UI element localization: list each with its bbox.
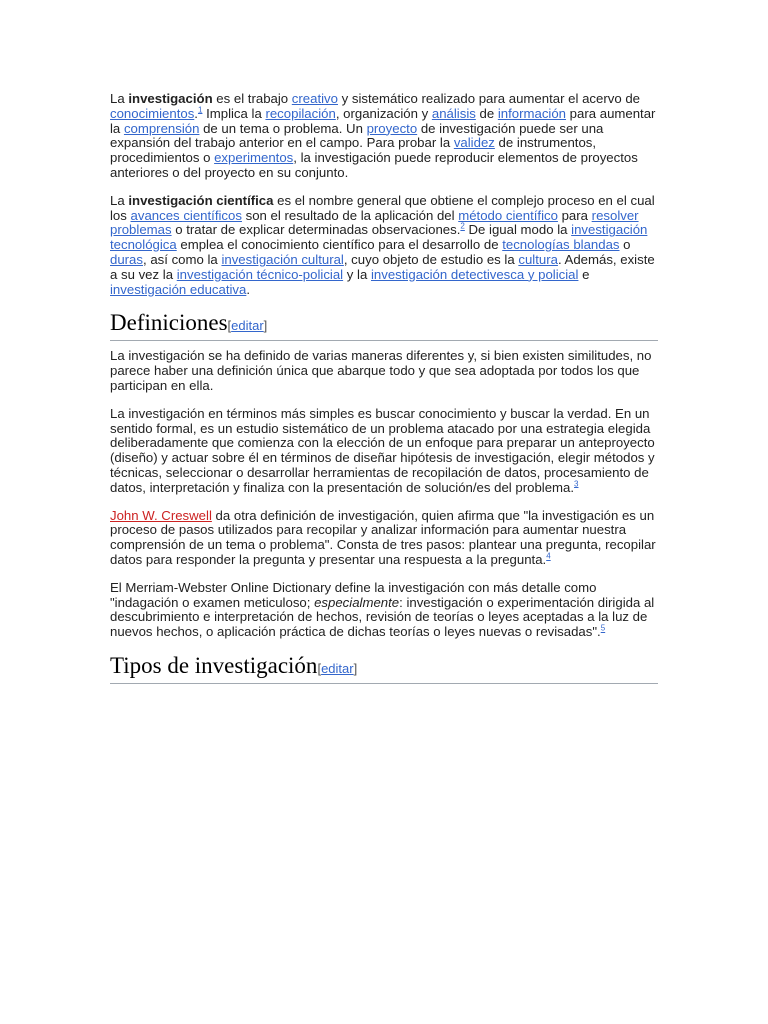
text: , cuyo objeto de estudio es la: [343, 251, 519, 267]
section-heading-definiciones: [110, 310, 658, 341]
article-body: [110, 92, 658, 692]
link-cultura[interactable]: cultura: [518, 251, 558, 267]
text: es el nombre general que obtiene el complejo proceso en el cual los: [110, 192, 655, 223]
section-heading-tipos: [110, 653, 658, 684]
link-analisis[interactable]: análisis: [431, 105, 476, 121]
text: , la investigación puede reproducir elementos de proyectos anteriores o del proyecto en su conjunto.: [110, 150, 638, 180]
link-resolver-problemas[interactable]: resolver problemas: [110, 207, 639, 238]
text: .: [246, 281, 251, 297]
text: para: [557, 207, 592, 223]
text: La investigación en términos más simples es buscar conocimiento y buscar la verdad. En un sentido formal, es un estudio sistemático de un problema atacado por una estrategia elegida deliberadamente que comienza con la elección de un enfoque para preparar un anteproyecto (diseño) y actuar sobre él en términos de diseñar hipótesis de investigación, elegir métodos y técnicas, seleccionar o desarrollar herramientas de recopilación de datos, procesamiento de datos, interpretación y finaliza con la presentación de solución/es del problema.: [110, 405, 655, 495]
link-informacion[interactable]: información: [497, 105, 567, 121]
bracket: ]: [263, 318, 268, 334]
text: o tratar de explicar determinadas observaciones.: [171, 222, 461, 238]
reference-sup[interactable]: [574, 479, 578, 488]
edit-link[interactable]: editar: [321, 660, 354, 676]
link-experimentos[interactable]: experimentos: [214, 150, 294, 166]
reference-link[interactable]: 3: [574, 479, 579, 489]
text: : investigación o experimentación dirigida al descubrimiento e interpretación de hechos, revisión de teorías o leyes aceptadas a la luz de nuevos hechos, o aplicación práctica de dichas teorías o leyes nuevas o revisadas".: [110, 594, 655, 640]
text: de un tema o problema. Un: [199, 120, 367, 136]
reference-link[interactable]: 4: [546, 551, 551, 561]
text: emplea el conocimiento científico para el desarrollo de: [176, 237, 503, 253]
link-investigacion-educativa[interactable]: investigación educativa: [110, 281, 247, 297]
link-john-w-creswell[interactable]: John W. Creswell: [110, 507, 212, 523]
text: de instrumentos, procedimientos o: [110, 135, 597, 166]
text: es el trabajo: [212, 91, 292, 106]
bracket: [: [317, 660, 322, 676]
link-investigacion-tecnologica[interactable]: investigación tecnológica: [110, 222, 648, 253]
text: de investigación puede ser una expansión del trabajo anterior en el campo. Para probar la: [110, 120, 604, 151]
link-comprension[interactable]: comprensión: [123, 120, 200, 136]
definiciones-paragraph-4: [110, 581, 658, 640]
text: La: [110, 91, 129, 106]
reference-sup[interactable]: [546, 552, 550, 561]
link-metodo-cientifico[interactable]: método científico: [458, 207, 558, 223]
text: y sistemático realizado para aumentar el acervo de: [337, 91, 640, 106]
text: para aumentar la: [110, 105, 656, 136]
reference-link[interactable]: 5: [600, 623, 606, 633]
text: De igual modo la: [464, 222, 572, 238]
link-investigacion-tecnico-policial[interactable]: investigación técnico-policial: [176, 266, 344, 282]
link-investigacion-cultural[interactable]: investigación cultural: [221, 251, 344, 267]
text: Implica la: [202, 105, 266, 121]
bold-term: investigación científica: [128, 192, 274, 208]
reference-link[interactable]: 2: [460, 221, 465, 231]
link-validez[interactable]: validez: [453, 135, 495, 151]
reference-sup[interactable]: [601, 624, 605, 633]
link-tecnologias-blandas[interactable]: tecnologías blandas: [502, 237, 620, 253]
edit-section-link: [317, 661, 357, 676]
text: El Merriam-Webster Online Dictionary define la investigación con más detalle como "indagación o examen meticuloso;: [110, 579, 597, 610]
bracket: ]: [353, 660, 358, 676]
reference-link[interactable]: 1: [197, 105, 203, 115]
text: son el resultado de la aplicación del: [241, 207, 459, 223]
text: e: [578, 266, 590, 282]
text: y la: [343, 266, 371, 282]
section-title: Tipos de investigación: [110, 652, 318, 678]
link-conocimientos[interactable]: conocimientos: [110, 105, 195, 121]
bracket: [: [227, 318, 232, 334]
link-investigacion-detectivesca[interactable]: investigación detectivesca y policial: [370, 266, 579, 282]
link-proyecto[interactable]: proyecto: [366, 120, 418, 136]
edit-link[interactable]: editar: [231, 318, 264, 334]
intro-paragraph-1: La investigación es el trabajo creativo y sistemático realizado para aumentar el acervo de conocimientos.$^1$ Implica la recopilación, organización y análisis de información para aumentar la comprensión de un tema o problema. Un proyecto de investigación puede ser una expansión del trabajo anterior en el campo. Para probar la validez de instrumentos, procedimientos o experimentos, la investigación puede reproducir elementos de proyectos anteriores o del proyecto en su conjunto.: [110, 91, 656, 180]
definiciones-paragraph-1: La investigación se ha definido de varias maneras diferentes y, si bien existen similitudes, no parece haber una definición única que abarque todo y que sea adoptada por todos los que participan en ella.: [110, 348, 652, 393]
link-duras[interactable]: duras: [110, 251, 143, 267]
link-recopilacion[interactable]: recopilación: [265, 105, 336, 121]
link-creativo[interactable]: creativo: [291, 91, 338, 106]
emphasis: especialmente: [314, 594, 400, 610]
definiciones-paragraph-3: [110, 509, 658, 568]
link-avances-cientificos[interactable]: avances científicos: [130, 207, 242, 223]
text: . Además, existe a su vez la: [110, 251, 655, 282]
definiciones-paragraph-2: [110, 407, 658, 496]
bold-term: investigación: [128, 91, 213, 106]
text: La: [110, 192, 129, 208]
text: de: [475, 105, 498, 121]
edit-section-link: [228, 318, 268, 333]
text: o: [619, 237, 631, 253]
text: da otra definición de investigación, quien afirma que "la investigación es un proceso de pasos utilizados para recopilar y analizar información para aumentar nuestra comprensión de un tema o problema". Consta de tres pasos: plantear una pregunta, recopilar datos para responder la pregunta y presentar una respuesta a la pregunta.: [110, 507, 656, 567]
section-title: Definiciones: [110, 310, 228, 336]
text: , organización y: [335, 105, 432, 121]
text: , así como la: [143, 251, 222, 267]
intro-paragraph-2: [110, 194, 658, 298]
